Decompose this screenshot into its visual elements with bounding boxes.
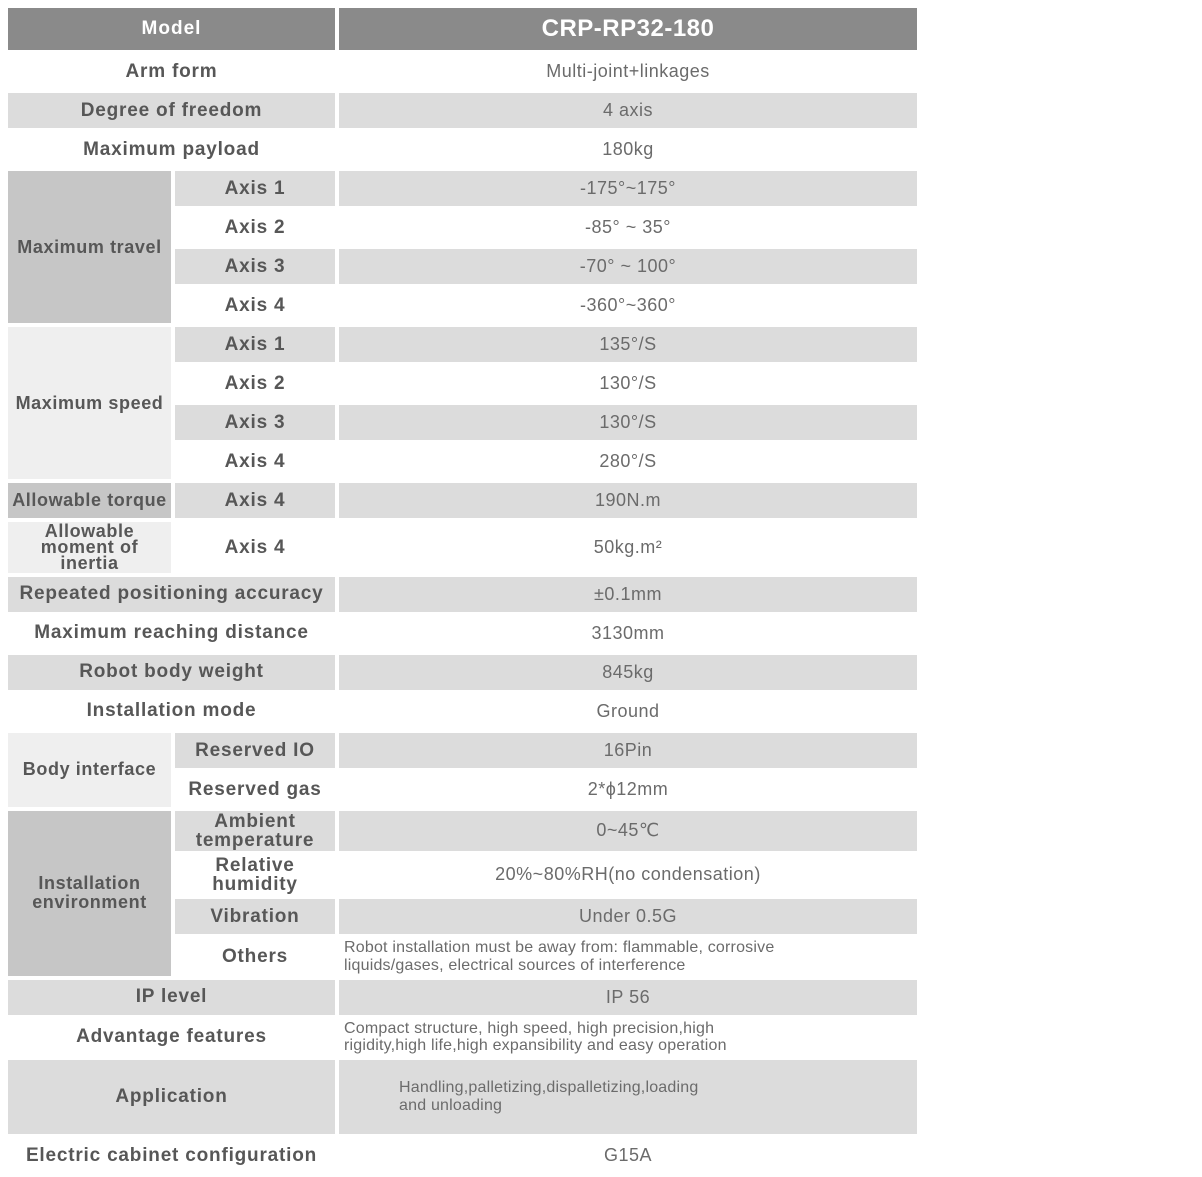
value-cell: 2*ϕ12mm [587,778,669,799]
sub-cell: Reserved IO [175,733,335,768]
value-cell [339,1060,917,1134]
sub-cell: Axis 2 [224,373,286,394]
value-cell: 50kg.m² [593,536,663,557]
value-cell: 180kg [602,139,654,159]
value-cell: 190N.m [339,483,917,518]
value-cell: 0~45℃ [339,811,917,851]
value-cell: 130°/S [339,405,917,440]
value-cell: IP 56 [339,980,917,1015]
row-reaching-distance [8,616,917,651]
label-cell: Installation mode [86,700,257,722]
row-ambient-temperature [8,811,917,851]
value-cell: 130°/S [599,373,657,393]
group-cell-allowable-inertia: Allowable moment of inertia [8,522,171,573]
value-line: rigidity,high life,high expansibility and easy operation [344,1037,727,1055]
value-cell: 3130mm [591,622,665,643]
row-speed-axis1 [8,327,917,362]
value-cell [339,938,917,976]
row-model-header [8,8,917,50]
label-cell: Robot body weight [8,655,335,690]
label-cell: Electric cabinet configuration [25,1144,318,1166]
value-cell: 135°/S [339,327,917,362]
group-cell-installation-environment: Installation environment [8,811,171,976]
value-cell [339,1019,917,1057]
row-maximum-payload [8,132,917,167]
row-reserved-io [8,733,917,768]
sub-cell: Axis 1 [175,327,335,362]
value-cell: -360°~360° [580,295,676,315]
sub-cell: Axis 4 [224,451,286,472]
row-arm-form [8,54,917,89]
model-label-cell: Model [8,8,335,50]
value-cell: 4 axis [339,93,917,128]
group-cell-allowable-torque: Allowable torque [8,483,171,518]
value-cell: Ground [596,700,660,721]
sub-cell: Axis 3 [175,405,335,440]
value-cell: 845kg [339,655,917,690]
label-cell: Repeated positioning accuracy [8,577,335,612]
label-cell: Advantage features [76,1026,267,1048]
value-cell: 280°/S [599,451,657,471]
row-application [8,1060,917,1134]
value-line: liquids/gases, electrical sources of interference [344,956,686,974]
label-cell: Degree of freedom [8,93,335,128]
value-cell: -175°~175° [339,171,917,206]
sub-cell: Axis 3 [175,249,335,284]
value-cell: Under 0.5G [339,899,917,934]
label-cell: Arm form [125,60,218,82]
sub-cell: Axis 2 [224,217,286,238]
group-cell-maximum-travel: Maximum travel [8,171,171,323]
label-cell: Application [8,1060,335,1134]
label-cell: Maximum reaching distance [34,622,309,644]
row-degree-of-freedom [8,93,917,128]
value-line: Handling,palletizing,dispalletizing,loading [399,1079,699,1097]
row-repeated-accuracy [8,577,917,612]
sub-cell: Reserved gas [188,778,322,800]
group-cell-maximum-speed: Maximum speed [8,327,171,479]
sub-cell: Vibration [175,899,335,934]
sub-cell: Axis 4 [224,536,286,558]
sub-cell: Relative humidity [212,854,298,895]
value-cell: 20%~80%RH(no condensation) [495,864,761,885]
value-line: Robot installation must be away from: flammable, corrosive [344,938,775,956]
value-line: and unloading [399,1097,503,1115]
row-ip-level [8,980,917,1015]
row-allowable-torque [8,483,917,518]
spec-table [4,4,921,1177]
label-cell: Maximum payload [83,138,260,160]
sub-cell: Axis 4 [175,483,335,518]
row-installation-mode [8,694,917,729]
sub-cell: Axis 4 [224,295,286,316]
value-cell: Multi-joint+linkages [546,61,710,81]
row-electric-cabinet [8,1138,917,1173]
row-body-weight [8,655,917,690]
value-cell: -85° ~ 35° [585,217,671,237]
sub-cell: Axis 1 [175,171,335,206]
group-cell-body-interface: Body interface [8,733,171,807]
row-allowable-inertia [8,522,917,573]
value-cell: -70° ~ 100° [339,249,917,284]
row-travel-axis1 [8,171,917,206]
value-line: Compact structure, high speed, high precision,high [344,1019,715,1037]
value-cell: G15A [603,1145,653,1166]
value-cell: 16Pin [339,733,917,768]
value-cell: ±0.1mm [339,577,917,612]
sub-cell: Ambient temperature [175,811,335,851]
sub-cell: Others [221,946,289,968]
row-advantage-features [8,1019,917,1057]
label-cell: IP level [8,980,335,1015]
model-value-cell: CRP-RP32-180 [339,8,917,50]
